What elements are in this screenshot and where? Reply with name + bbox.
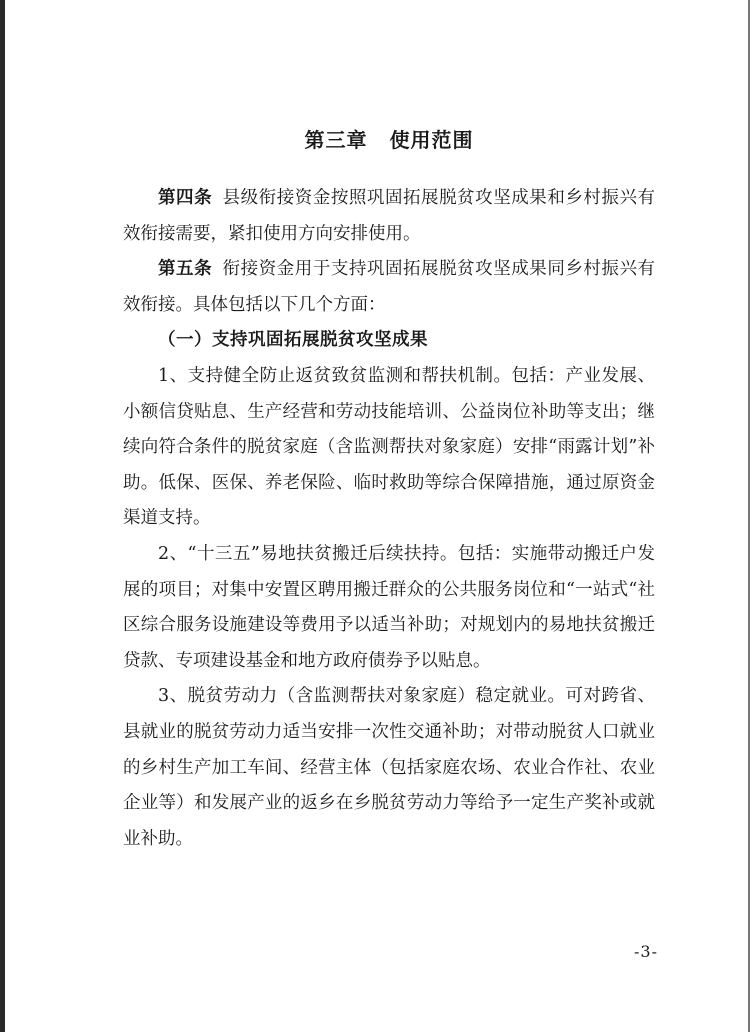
article-text: 县级衔接资金按照巩固拓展脱贫攻坚成果和乡村振兴有效衔接需要，紧扣使用方向安排使用。 (123, 188, 656, 244)
article-label: 第四条 (158, 188, 213, 208)
item-2: 2、“十三五”易地扶贫搬迁后续扶持。包括：实施带动搬迁户发展的项目；对集中安置区聘用搬迁群众的公共服务岗位和“一站式“社区综合服务设施建设等费用予以适当补助；对规划内的易地扶贫搬迁贷款、专项建设基金和地方政府债券予以贴息。 (123, 543, 655, 671)
document-body (123, 181, 655, 857)
chapter-title (123, 124, 655, 153)
article-4 (123, 181, 655, 252)
article-5 (123, 252, 655, 323)
page-number: -3- (634, 942, 658, 961)
scan-left-edge (0, 0, 5, 1032)
item-3: 3、脱贫劳动力（含监测帮扶对象家庭）稳定就业。可对跨省、县就业的脱贫劳动力适当安排一次性交通补助；对带动脱贫人口就业的乡村生产加工车间、经营主体（包括家庭农场、农业合作社、农业企业等）和发展产业的返乡在乡脱贫劳动力等给予一定生产奖补或就业补助。 (123, 686, 655, 849)
chapter-name: 使用范围 (389, 128, 474, 152)
article-text: 衔接资金用于支持巩固拓展脱贫攻坚成果同乡村振兴有效衔接。具体包括以下几个方面： (123, 259, 656, 315)
chapter-number: 第三章 (304, 128, 368, 152)
item-1: 1、支持健全防止返贫致贫监测和帮扶机制。包括：产业发展、小额信贷贴息、生产经营和劳动技能培训、公益岗位补助等支出；继续向符合条件的脱贫家庭（含监测帮扶对象家庭）安排“雨露计划”补助。低保、医保、养老保险、临时救助等综合保障措施，通过原资金渠道支持。 (123, 365, 655, 529)
section-heading: （一）支持巩固拓展脱贫攻坚成果 (158, 330, 428, 351)
article-label: 第五条 (158, 259, 213, 280)
